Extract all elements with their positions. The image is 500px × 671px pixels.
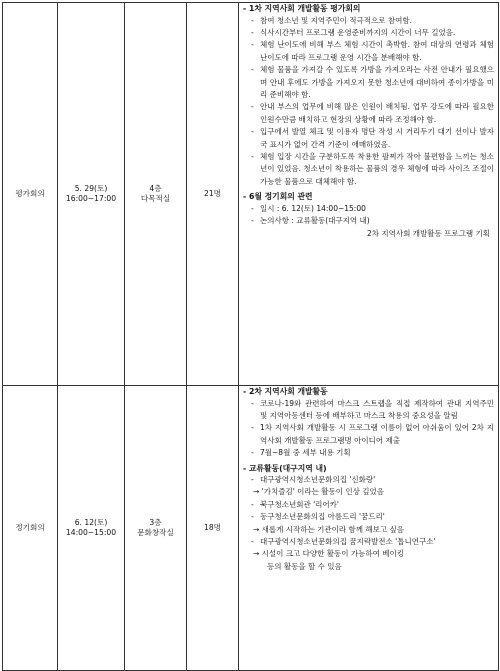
content-cell [239,3,499,386]
content-section [243,192,494,240]
item-list [243,474,494,486]
list-item: - 체험 물품을 가져갈 수 있도록 가방을 가져오라는 사전 안내가 필요했으며 안내 후에도 가방을 가져오지 못한 청소년에 대비하여 종이가방을 미리 준비해야 함. [251,64,494,101]
section-title: - 2차 지역사회 개발활동 [243,387,328,396]
content-section [243,4,494,188]
list-item: - 식사시간부터 프로그램 운영준비까지의 시간이 너무 길었음. [251,27,494,39]
datetime-cell [58,386,125,671]
arrow-note-continuation: 등의 활동을 할 수 있음 [267,561,342,571]
meeting-date: 6. 12(토) [74,517,108,527]
continuation-line: 2차 지역사회 개발활동 프로그램 기획 [367,228,490,238]
section-title: - 6월 정기회의 관련 [243,192,313,202]
list-item: - 대구광역시청소년문화의집 '신화랑' [251,474,494,486]
item-list [243,499,494,524]
item-list [243,398,494,460]
meeting-type-cell [3,386,58,671]
attendee-count: 21명 [204,188,221,198]
list-item: - 체험 난이도에 비해 부스 체험 시간이 촉박함. 참여 대상의 연령과 체험 난이도에 따라 프로그램 운영 시간을 분배해야 함. [251,39,494,64]
meeting-type: 평가회의 [15,188,45,198]
location-cell [125,3,187,386]
table-row [3,386,499,671]
list-item: - 입구에서 발열 체크 및 이용자 명단 작성 시 거리두기 대기 선이나 발자국 표시가 없어 간격 기준이 애매하였음. [251,126,494,151]
content-section [243,464,494,574]
attendee-count: 18명 [204,522,221,532]
list-item: - 일시 : 6. 12(토) 14:00~15:00 [251,203,494,215]
list-item: - 체험 입장 시간을 구분하도록 착용한 팔찌가 작아 불편함을 느끼는 청소년이 있었음. 청소년이 착용하는 물품의 경우 체형에 따라 사이즈 조절이 가능한 물품으로 대체해야 함. [251,151,494,188]
attendee-count-cell [187,386,239,671]
meeting-floor: 3층 [149,517,162,527]
meeting-time: 14:00~15:00 [65,528,117,537]
arrow-note: → 시설이 크고 다양한 활동이 가능하여 베이킹 [253,549,404,559]
attendee-count-cell [187,3,239,386]
item-list [243,203,494,228]
list-item: - 논의사항 : 교류활동(대구지역 내) [251,215,494,227]
item-list [243,15,494,189]
meeting-date: 5. 29(토) [74,183,108,193]
list-item: - 북구청소년회관 '리어카' [251,499,494,511]
meeting-room: 다목적실 [140,194,171,203]
location-cell [125,386,187,671]
content-section [243,387,494,460]
list-item: - 동구청소년문화의집 아름드리 '꿈드리' [251,511,494,523]
datetime-cell [58,3,125,386]
list-item: - 1차 지역사회 개발활동 시 프로그램 이름이 없어 아쉬움이 있어 2차 지역사회 개발활동 프로그램명 아이디어 제출 [251,422,494,447]
meeting-room: 문화창작실 [137,528,174,537]
section-title: - 1차 지역사회 개발활동 평가회의 [243,4,361,13]
list-item: - 안내 부스의 업무에 비해 많은 인원이 배치됨. 업무 강도에 따라 필요한 인원수만큼 배치하고 현장의 상황에 따라 조정해야 함. [251,101,494,126]
meeting-time: 16:00~17:00 [65,194,117,203]
list-item: - 7월~8월 중 세부 내용 기획 [251,447,494,459]
list-item: - 대구광역시청소년문화의집 꿈지락발전소 '톱니연구소' [251,536,494,548]
arrow-note: → '가치즐김' 이라는 활동이 인상 깊었음 [253,487,385,497]
arrow-note: → 새롭게 시작하는 기관이라 함께 해보고 싶음 [253,524,404,534]
meeting-type-cell [3,3,58,386]
meeting-table [2,2,499,671]
meeting-floor: 4층 [149,183,162,193]
meeting-type: 정기회의 [15,522,45,532]
content-cell [239,386,499,671]
table-row [3,3,499,386]
item-list [243,536,494,548]
section-title: - 교류활동(대구지역 내) [243,463,327,473]
list-item: - 참여 청소년 및 지역주민이 적극적으로 참여함. [251,15,494,27]
list-item: - 코로나-19와 관련하여 마스크 스트랩을 직접 제작하여 관내 지역주민 및 지역아동센터 등에 배부하고 마스크 착용의 중요성을 알림 [251,398,494,423]
